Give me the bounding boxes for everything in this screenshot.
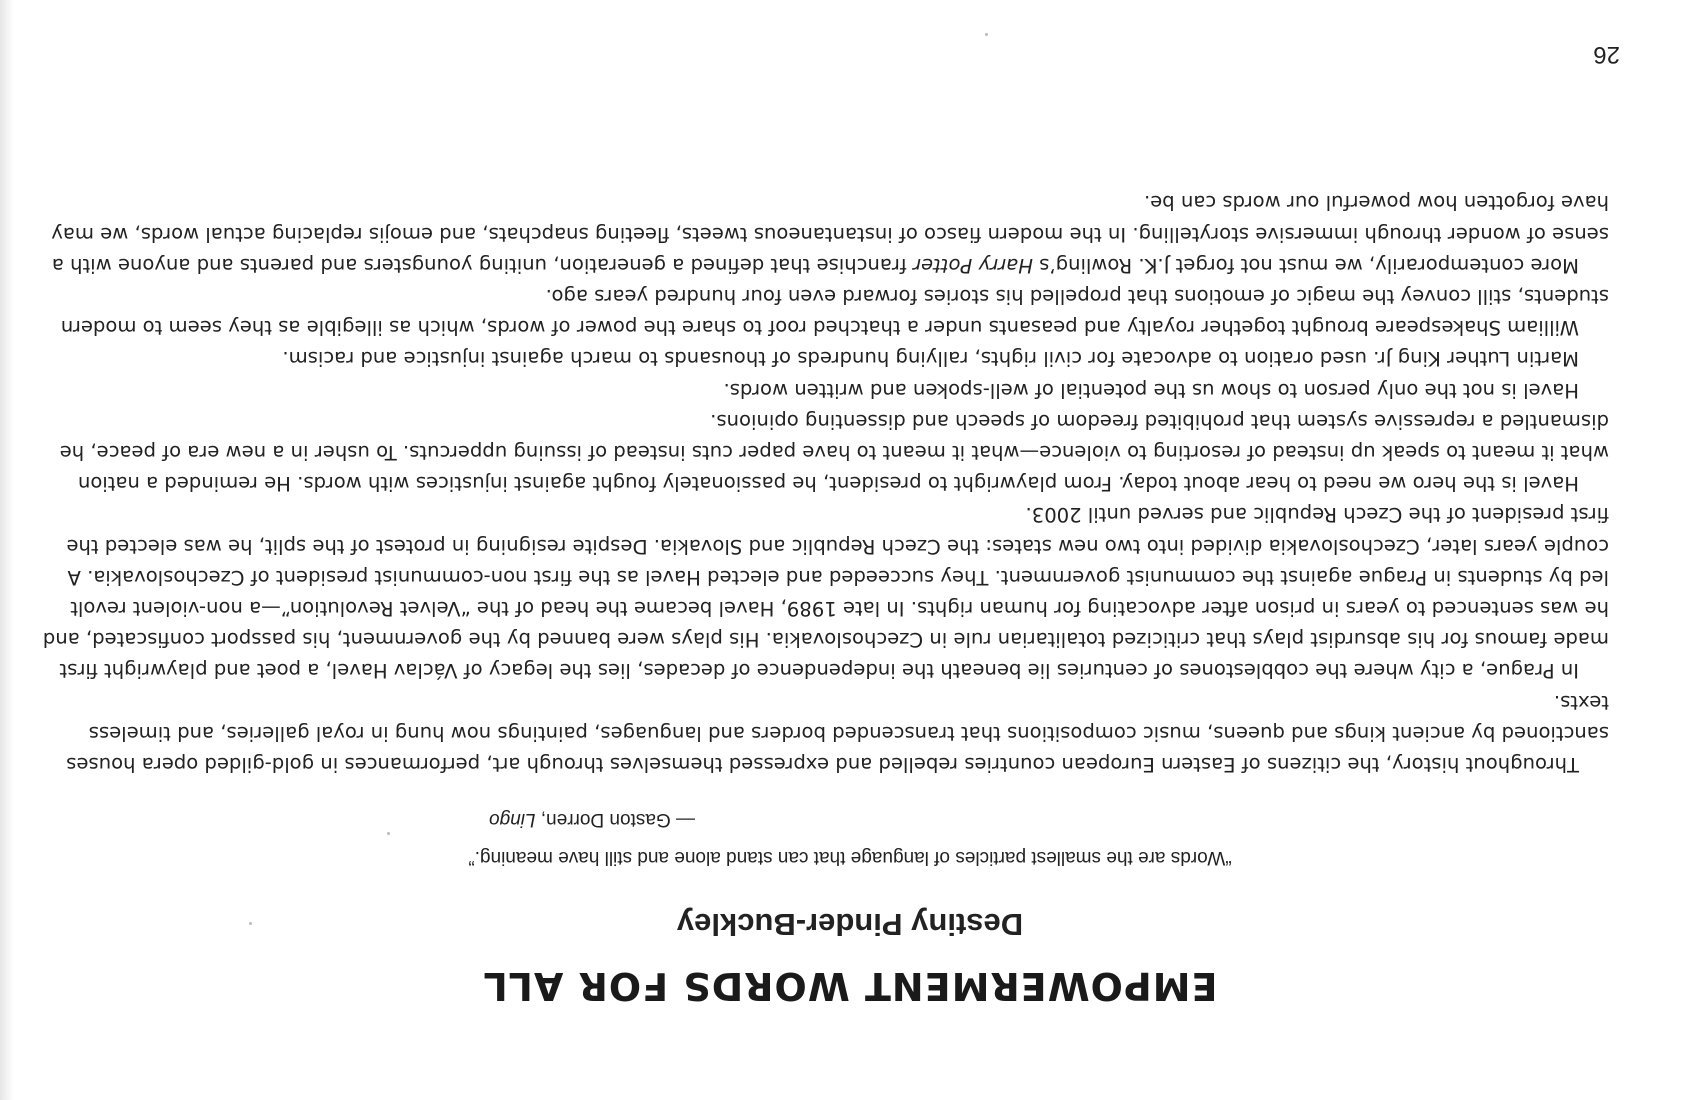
scan-speck xyxy=(985,33,988,36)
essay-body xyxy=(37,187,1609,780)
epigraph-attribution xyxy=(489,808,695,830)
paragraph xyxy=(37,686,1609,780)
paragraph xyxy=(37,187,1609,281)
paragraph xyxy=(37,406,1609,500)
paragraph-text: Havel is the hero we need to hear about today. From playwright to president, he passionately fought against injustices with words. He reminded a nation what it meant to speak up instead of resorting to violence—what it meant to have paper cuts instead of issuing uppercuts. To usher in a new era of peace, he dismantled a repressive system that prohibited freedom of speech and dissenting opinions. xyxy=(59,409,1609,496)
page-number: 26 xyxy=(1593,41,1620,68)
paragraph-text: Throughout history, the citizens of Eastern European countries rebelled and expressed themselves through art, performances in gold-gilded opera houses sanctioned by ancient kings and queens, music compositions that transcended borders and languages, paintings now hung in royal galleries, and timeless texts. xyxy=(66,690,1609,776)
book-title: Harry Potter xyxy=(913,253,1033,277)
paragraph xyxy=(37,374,1609,405)
paragraph xyxy=(37,499,1609,686)
paragraph xyxy=(37,343,1609,374)
paragraph-text: William Shakespeare brought together royalty and peasants under a thatched roof to share the power of words, which as illegible as they seem to modern students, still convey the magic of emotions that propelled his stories forward even four hundred years ago. xyxy=(60,284,1609,340)
paragraph-text: In Prague, a city where the cobblestones of centuries lie beneath the independence of decades, lies the legacy of Václav Havel, a poet and playwright first made famous for his absurdist plays that criticized totalitarian rule in Czechoslovakia. His plays were banned by the government, his passport confiscated, and he was sentenced to years in prison after advocating for human rights. In late 1989, Havel became the head of the “Velvet Revolution”—a non-violent revolt led by students in Prague against the communist government. They succeeded and elected Havel as the first non-communist president of Czechoslovakia. A couple years later, Czechoslovakia divided into two new states: the Czech Republic and Slovakia. Despite resigning in protest of the split, he was elected the first president of the Czech Republic and served until 2003. xyxy=(42,503,1609,683)
attribution-work: Lingo xyxy=(489,809,536,830)
paragraph xyxy=(37,281,1609,343)
epigraph-quote: “Words are the smallest particles of language that can stand alone and still have meaning.” xyxy=(468,847,1232,868)
paragraph-text: Havel is not the only person to show us the potential of well-spoken and written words. xyxy=(723,378,1579,402)
essay-title: EMPOWERMENT WORDS FOR ALL xyxy=(482,964,1218,1008)
scan-speck xyxy=(249,922,252,925)
paragraph-text: franchise that defined a generation, uniting youngsters and parents and anyone with a sense of wonder through immersive storytelling. In the modern fiasco of instantaneous tweets, fleeting snapchats, and emojis replacing actual words, we may have forgotten how powerful our words can be. xyxy=(51,191,1609,277)
author-name: Destiny Pinder-Buckley xyxy=(676,907,1024,942)
attribution-name: — Gaston Dorren, xyxy=(540,809,695,830)
scan-speck xyxy=(387,832,390,835)
paragraph-text: More contemporarily, we must not forget J.K. Rowling’s xyxy=(1032,253,1579,277)
paragraph-text: Martin Luther King Jr. used oration to advocate for civil rights, rallying hundreds of thousands to march against injustice and racism. xyxy=(282,347,1579,371)
